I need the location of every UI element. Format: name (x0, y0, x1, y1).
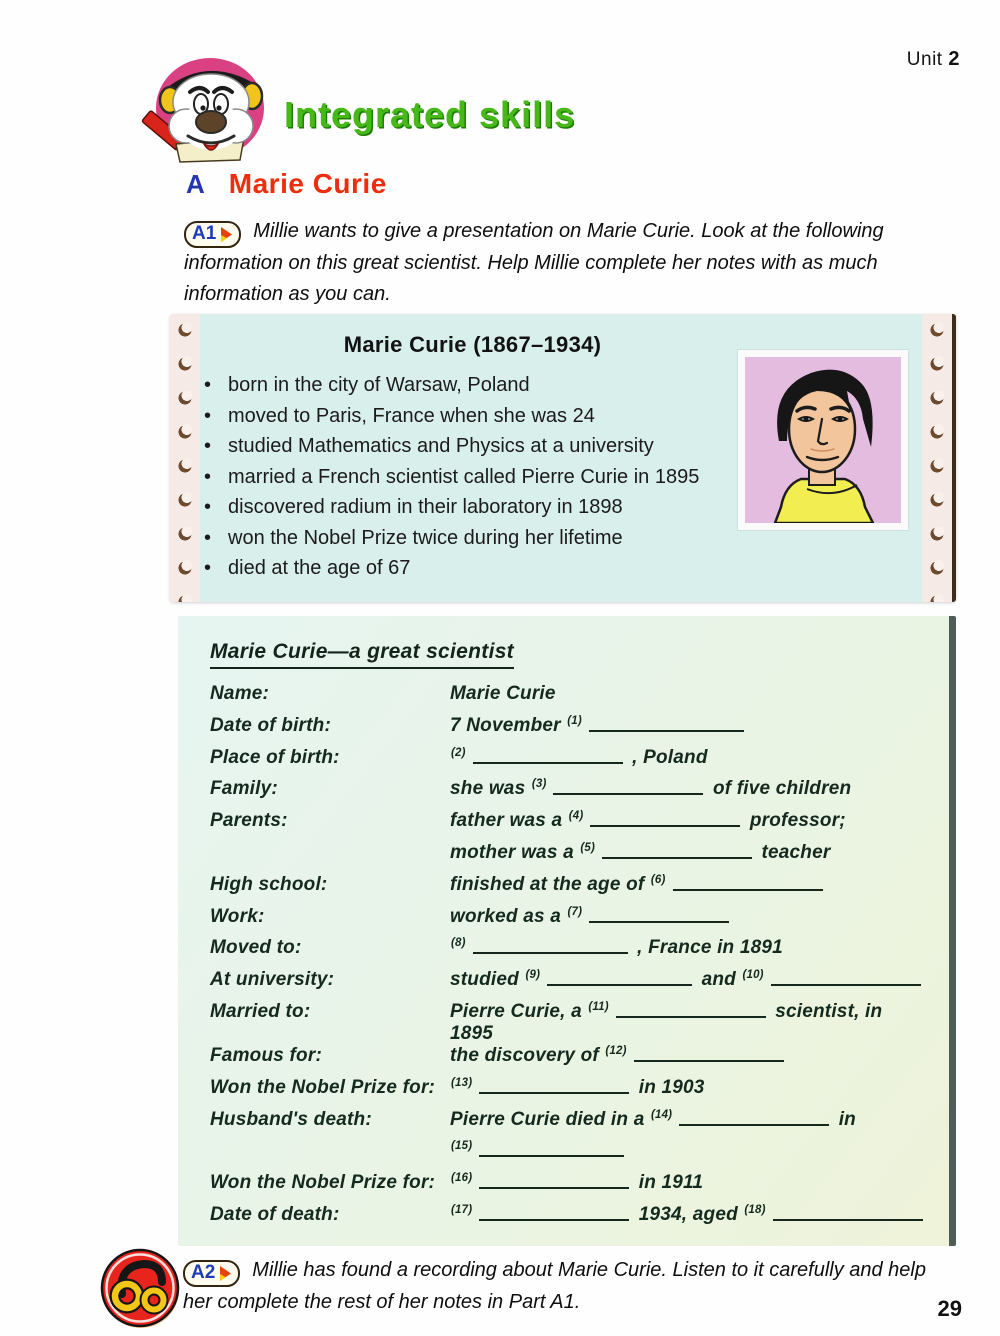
unit-number: 2 (948, 48, 960, 70)
notepad-row (210, 1140, 929, 1172)
page-number: 29 (937, 1296, 962, 1321)
info-card-bullet: • born in the city of Warsaw, Poland (228, 370, 748, 401)
notepad-row (210, 969, 929, 1001)
task-a2-text: Millie has found a recording about Marie Curie. Listen to it carefully and help her complete the rest of her notes in Part A1. (183, 1259, 926, 1313)
fill-in-blank (479, 1176, 629, 1189)
blank-number: (18) (744, 1203, 766, 1216)
play-triangle-icon (220, 227, 232, 242)
blank-number: (16) (451, 1172, 473, 1185)
headphones-icon (98, 1246, 182, 1330)
notepad-row-value: father was a $^{(4)}$ professor; (450, 810, 846, 832)
notepad-row (210, 778, 929, 810)
binding-holes-right (922, 314, 956, 602)
fill-in-blank (553, 782, 703, 795)
task-a2-badge-label: A2 (191, 1262, 216, 1283)
notepad-row (210, 1204, 929, 1236)
notepad-row-value: $^{(13)}$ in 1903 (451, 1076, 705, 1098)
fill-in-blank (473, 751, 623, 764)
unit-word: Unit (906, 49, 943, 70)
notepad-row (210, 874, 929, 906)
notepad-row (210, 1109, 929, 1141)
notepad-row-label: High school: (210, 873, 328, 895)
portrait-drawing (745, 357, 901, 523)
section-letter: A (186, 169, 205, 199)
notepad-row (210, 1001, 929, 1045)
notepad-row (210, 715, 929, 747)
dog-headphones-mascot-icon (138, 52, 280, 164)
notepad-row-value: she was $^{(3)}$ of five children (450, 778, 852, 800)
blank-number: (6) (650, 873, 666, 886)
notepad-row (210, 810, 929, 842)
notepad-row-value: Pierre Curie died in a $^{(14)}$ in (450, 1108, 856, 1130)
notepad-row-value: $^{(2)}$ , Poland (451, 746, 708, 768)
fill-in-blank (589, 910, 729, 923)
section-heading (186, 168, 387, 200)
blank-number: (13) (451, 1076, 473, 1089)
notepad-row-value: studied $^{(9)}$ and $^{(10)}$ (450, 969, 929, 991)
blank-number: (15) (451, 1140, 473, 1153)
fill-in-blank (616, 1005, 766, 1018)
notepad-row-value: $^{(16)}$ in 1911 (451, 1172, 704, 1194)
notepad-row-label: Date of birth: (210, 714, 332, 736)
notepad-row (210, 906, 929, 938)
binding-holes-left (170, 314, 200, 602)
info-card-bullet: • married a French scientist called Pierre Curie in 1895 (228, 462, 748, 493)
blank-number: (3) (531, 778, 547, 791)
notepad-row-label: Won the Nobel Prize for: (210, 1076, 436, 1098)
page-title: Integrated skills (284, 94, 576, 135)
notepad-row (210, 747, 929, 779)
info-card-bullet: • moved to Paris, France when she was 24 (228, 401, 748, 432)
notepad-row-value: $^{(17)}$ 1934, aged $^{(18)}$ (450, 1204, 929, 1226)
fill-in-blank (634, 1049, 784, 1062)
task-a1-instructions (184, 216, 936, 310)
task-a1-text: Millie wants to give a presentation on Marie Curie. Look at the following information on this great scientist. Help Millie complete her notes with as much information as you can. (184, 220, 884, 305)
notepad-row-value: Marie Curie (450, 683, 556, 704)
blank-number: (4) (568, 810, 584, 823)
blank-number: (17) (451, 1203, 473, 1216)
notepad-row (210, 1077, 929, 1109)
marie-curie-info-card (170, 314, 956, 602)
notepad-row-label: Date of death: (210, 1203, 340, 1225)
notepad-rows (210, 683, 929, 1236)
fill-in-blank (590, 814, 740, 827)
blank-number: (8) (451, 937, 466, 950)
notepad-row-value: the discovery of $^{(12)}$ (450, 1045, 929, 1067)
notepad-row-value: mother was a $^{(5)}$ teacher (450, 841, 831, 863)
notepad-row-label: Moved to: (210, 937, 302, 959)
fill-in-blank (479, 1208, 629, 1221)
fill-in-blank (679, 1113, 829, 1126)
notepad-row (210, 683, 929, 715)
info-card-bullet: • discovered radium in their laboratory in 1898 (228, 492, 748, 523)
task-a2-instructions (183, 1255, 943, 1318)
millie-notes-pad (178, 616, 956, 1246)
info-card-bullet: • died at the age of 67 (228, 553, 748, 584)
blank-number: (1) (567, 714, 582, 727)
notepad-row-label: Work: (210, 905, 265, 927)
notepad-row-label: Place of birth: (210, 746, 340, 768)
notepad-row (210, 937, 929, 969)
fill-in-blank (771, 973, 921, 986)
notepad-row-label: Famous for: (210, 1044, 322, 1066)
play-triangle-icon (219, 1266, 231, 1281)
fill-in-blank (547, 973, 692, 986)
notepad-row-value (450, 1140, 929, 1162)
info-card-bullet: • studied Mathematics and Physics at a university (228, 431, 748, 462)
fill-in-blank (473, 941, 628, 954)
blank-number: (10) (742, 969, 764, 982)
marie-curie-portrait (738, 350, 908, 530)
notepad-row-label: Won the Nobel Prize for: (210, 1172, 436, 1194)
task-a1-badge (184, 221, 241, 248)
notepad-row (210, 842, 929, 874)
unit-label (907, 48, 960, 71)
notepad-row (210, 1045, 929, 1077)
notepad-row-value: finished at the age of $^{(6)}$ (450, 874, 929, 896)
task-a1-badge-label: A1 (192, 223, 217, 244)
notepad-row-value: Pierre Curie, a $^{(11)}$ scientist, in 1895 (450, 1000, 883, 1044)
fill-in-blank (479, 1081, 629, 1094)
blank-number: (9) (525, 969, 541, 982)
blank-number: (7) (567, 905, 583, 918)
blank-number: (5) (580, 841, 595, 854)
fill-in-blank (773, 1208, 923, 1221)
task-a2-badge (183, 1260, 240, 1287)
notes-title: Marie Curie—a great scientist (210, 640, 514, 669)
notepad-row-label: Parents: (210, 810, 288, 832)
info-card-title: Marie Curie (1867–1934) (343, 332, 602, 357)
info-card-bullet-list (228, 370, 748, 584)
notepad-row-label: At university: (210, 969, 335, 991)
section-title: Marie Curie (228, 168, 387, 199)
notepad-row-label: Husband's death: (210, 1108, 372, 1130)
notepad-row-value: $^{(8)}$ , France in 1891 (451, 937, 783, 959)
notepad-row-label: Family: (210, 778, 278, 800)
blank-number: (11) (588, 1000, 609, 1013)
info-card-bullet: • won the Nobel Prize twice during her lifetime (228, 523, 748, 554)
notepad-row-value: 7 November $^{(1)}$ (450, 715, 929, 737)
notepad-row-label: Married to: (210, 1000, 311, 1022)
notepad-row-value: worked as a $^{(7)}$ (450, 906, 929, 928)
fill-in-blank (589, 719, 744, 732)
fill-in-blank (673, 878, 823, 891)
blank-number: (2) (451, 746, 466, 759)
blank-number: (14) (650, 1108, 673, 1121)
fill-in-blank (602, 846, 752, 859)
blank-number: (12) (605, 1044, 627, 1057)
fill-in-blank (479, 1144, 624, 1157)
notepad-row-label: Name: (210, 683, 270, 704)
notepad-row (210, 1172, 929, 1204)
